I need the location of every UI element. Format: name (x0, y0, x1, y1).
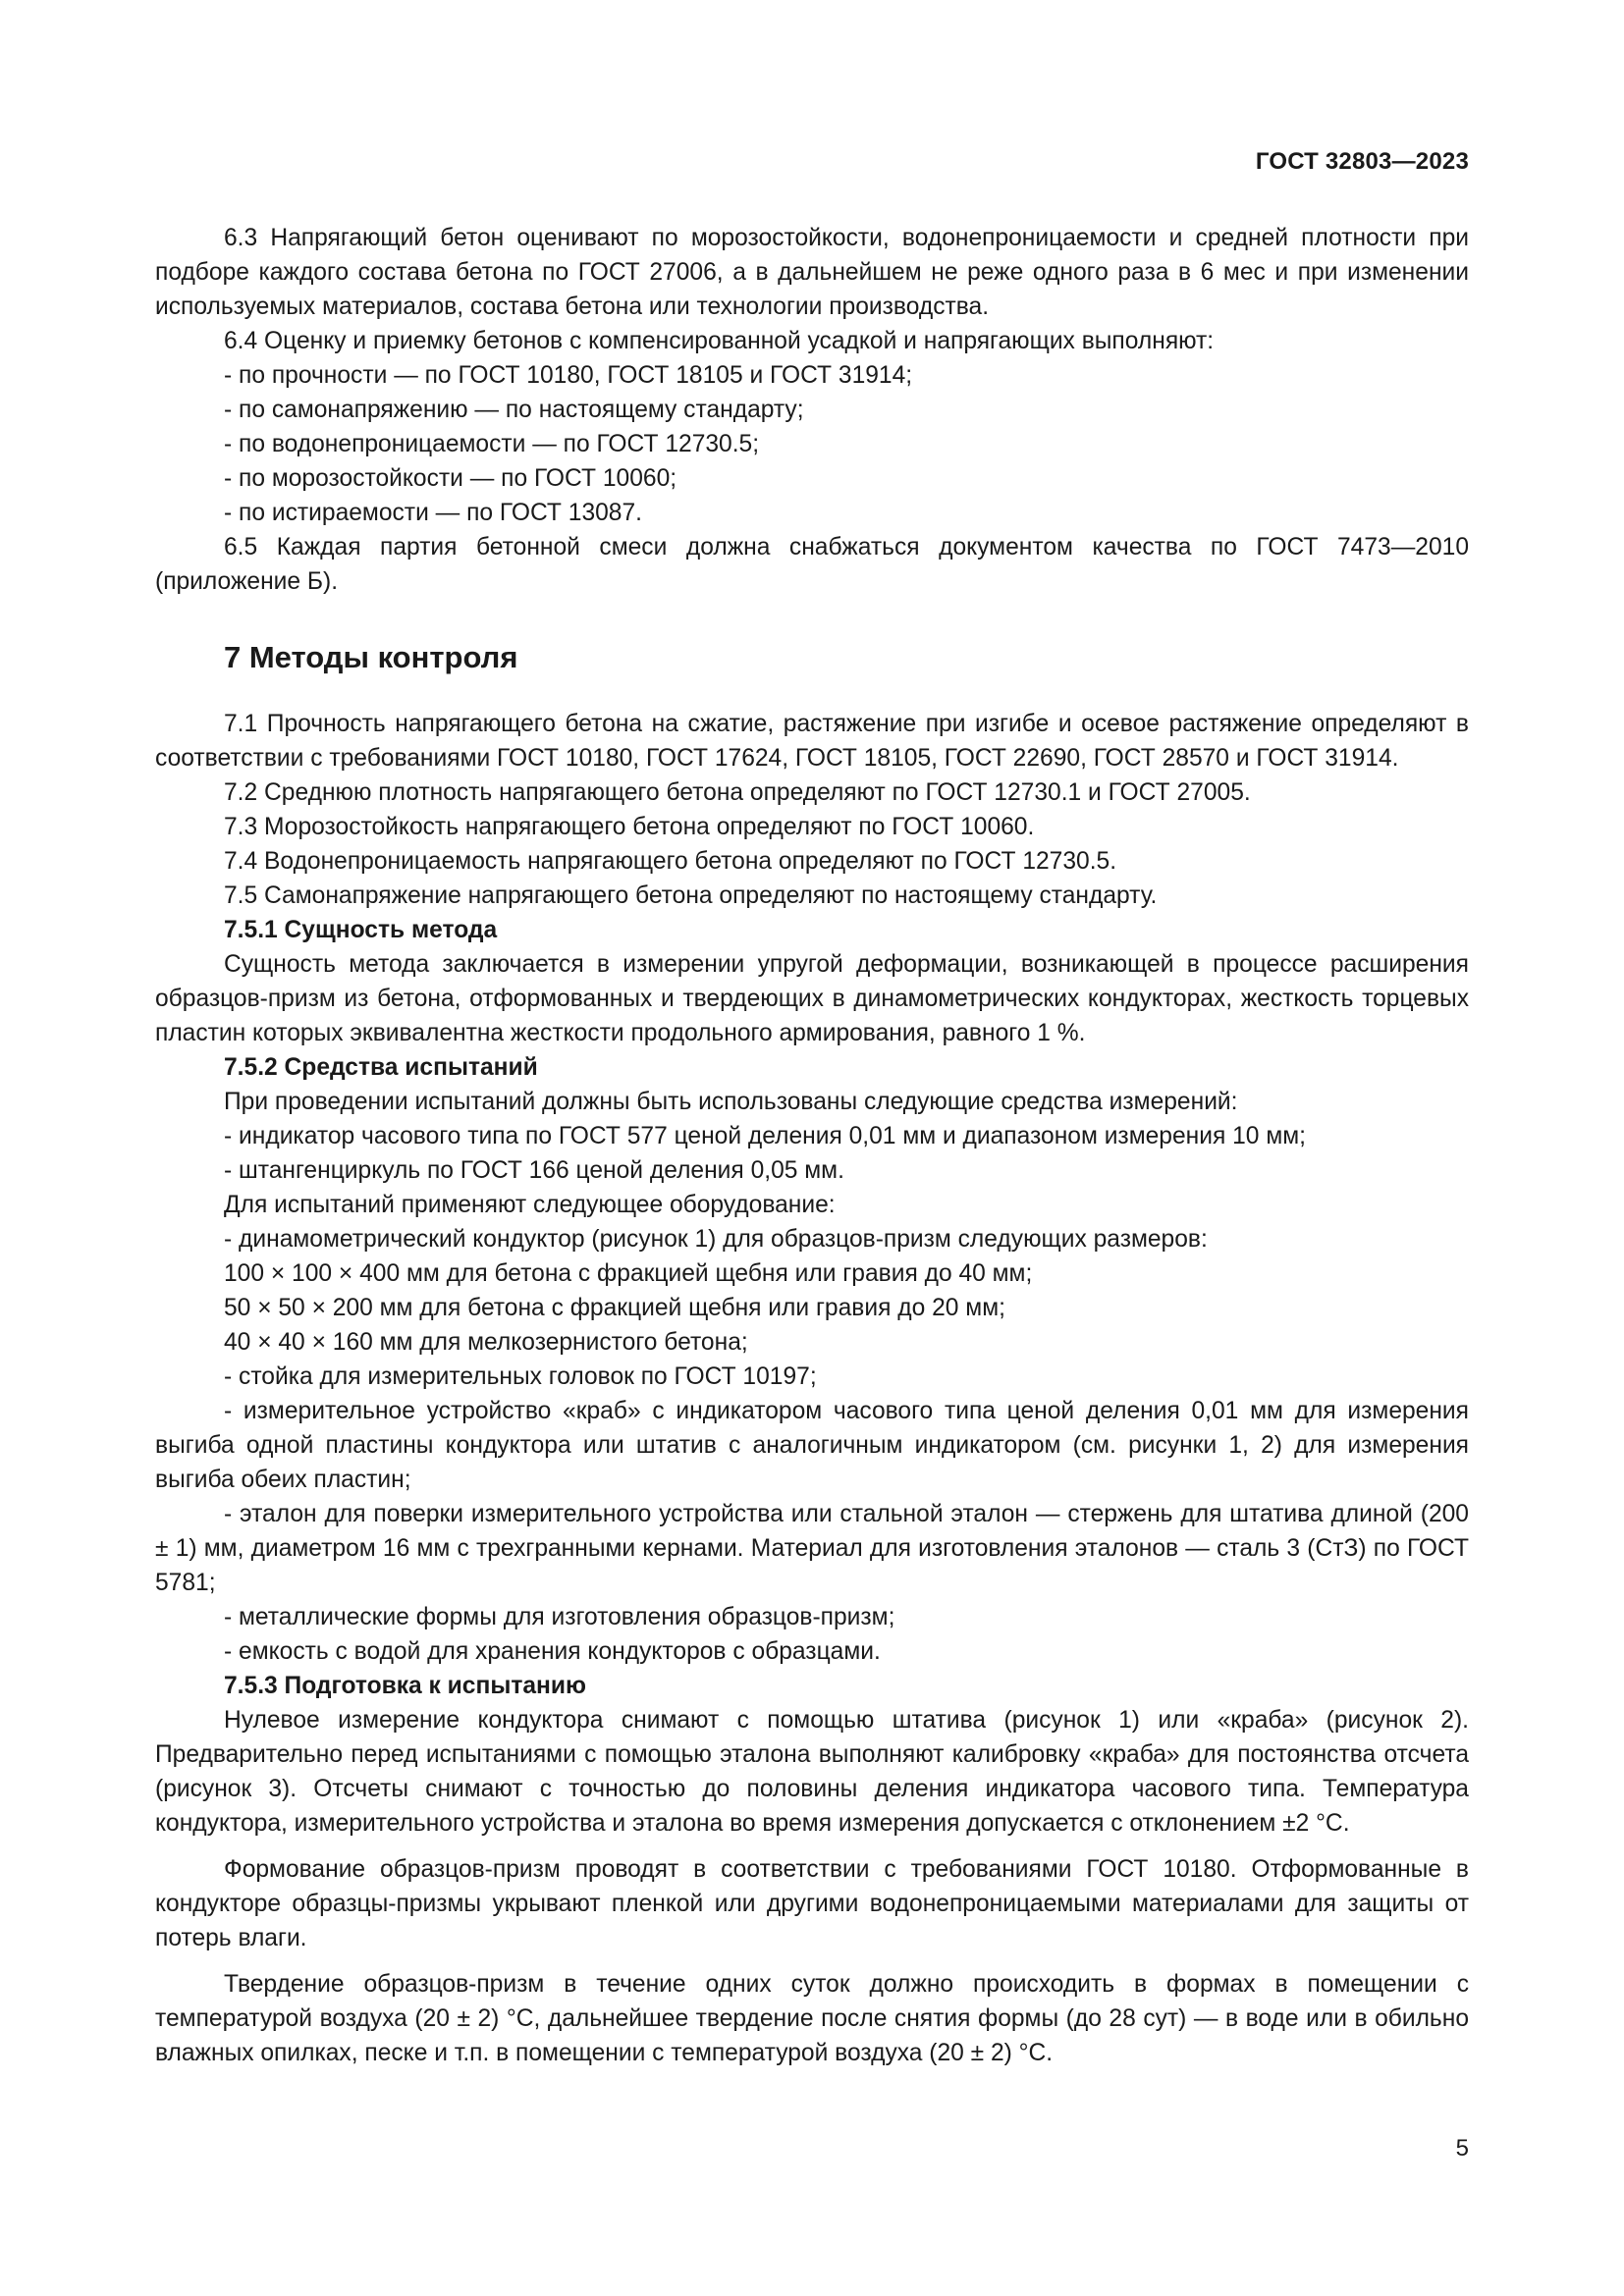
clause-7-1: 7.1 Прочность напрягающего бетона на сжатие, растяжение при изгибе и осевое растяжение определяют в соответствии с требованиями ГОСТ 10180, ГОСТ 17624, ГОСТ 18105, ГОСТ 22690, ГОСТ 28570 и ГОСТ 31914. (155, 711, 1469, 772)
list-item: - по истираемости — по ГОСТ 13087. (224, 500, 642, 526)
clause-7-3: 7.3 Морозостойкость напрягающего бетона определяют по ГОСТ 10060. (224, 814, 1035, 840)
list-item: - измерительное устройство «краб» с индикатором часового типа ценой деления 0,01 мм для измерения выгиба одной пластины кондуктора или штатив с аналогичным индикатором (см. рисунки 1, 2) для измерения выгиба обеих пластин; (155, 1398, 1469, 1493)
clause-7-5-3-para-1: Нулевое измерение кондуктора снимают с помощью штатива (рисунок 1) или «краба» (рисунок 2). Предварительно перед испытаниями с помощью эталона выполняют калибровку «краба» для постоянства отсчета (рисунок 3). Отсчеты снимают с точностью до половины деления индикатора часового типа. Температура кондуктора, измерительного устройства и эталона во время измерения допускается с отклонением ±2 °С. (155, 1707, 1469, 1837)
size-line: 100 × 100 × 400 мм для бетона с фракцией щебня или гравия до 40 мм; (224, 1260, 1033, 1287)
subsection-7-5-3-heading: 7.5.3 Подготовка к испытанию (224, 1673, 587, 1699)
clause-7-5-2-intro: При проведении испытаний должны быть использованы следующие средства измерений: (224, 1089, 1238, 1115)
list-item: - эталон для поверки измерительного устройства или стальной эталон — стержень для штатива длиной (200 ± 1) мм, диаметром 16 мм с трехгранными кернами. Материал для изготовления эталонов — сталь 3 (СтЗ) по ГОСТ 5781; (155, 1501, 1469, 1596)
clause-7-5-1-text: Сущность метода заключается в измерении упругой деформации, возникающей в процессе расширения образцов-призм из бетона, отформованных и твердеющих в динамометрических кондукторах, жесткость торцевых пластин которых эквивалентна жесткости продольного армирования, равного 1 %. (155, 951, 1469, 1046)
clause-6-5: 6.5 Каждая партия бетонной смеси должна снабжаться документом качества по ГОСТ 7473—2010 (приложение Б). (155, 534, 1469, 595)
clause-7-5: 7.5 Самонапряжение напрягающего бетона определяют по настоящему стандарту. (224, 882, 1158, 909)
subsection-7-5-2-heading: 7.5.2 Средства испытаний (224, 1054, 538, 1081)
list-item: - динамометрический кондуктор (рисунок 1) для образцов-призм следующих размеров: (224, 1226, 1208, 1253)
document-id-header: ГОСТ 32803—2023 (1255, 148, 1469, 175)
size-line: 50 × 50 × 200 мм для бетона с фракцией щебня или гравия до 20 мм; (224, 1295, 1005, 1321)
list-item: - по морозостойкости — по ГОСТ 10060; (224, 465, 677, 492)
list-item: - штангенциркуль по ГОСТ 166 ценой деления 0,05 мм. (224, 1157, 844, 1184)
list-item: - стойка для измерительных головок по ГОСТ 10197; (224, 1363, 817, 1390)
clause-7-2: 7.2 Среднюю плотность напрягающего бетона определяют по ГОСТ 12730.1 и ГОСТ 27005. (224, 779, 1251, 806)
clause-7-4: 7.4 Водонепроницаемость напрягающего бетона определяют по ГОСТ 12730.5. (224, 848, 1117, 875)
list-item: - по водонепроницаемости — по ГОСТ 12730.5; (224, 431, 760, 457)
list-item: - по прочности — по ГОСТ 10180, ГОСТ 18105 и ГОСТ 31914; (224, 362, 913, 389)
list-item: - металлические формы для изготовления образцов-призм; (224, 1604, 895, 1630)
list-item: - по самонапряжению — по настоящему стандарту; (224, 397, 804, 423)
list-item: - индикатор часового типа по ГОСТ 577 ценой деления 0,01 мм и диапазоном измерения 10 мм; (224, 1123, 1306, 1149)
page-number: 5 (1455, 2135, 1469, 2162)
section-7-heading: 7 Методы контроля (224, 640, 518, 674)
size-line: 40 × 40 × 160 мм для мелкозернистого бетона; (224, 1329, 748, 1356)
subsection-7-5-1-heading: 7.5.1 Сущность метода (224, 917, 498, 943)
clause-6-3: 6.3 Напрягающий бетон оценивают по морозостойкости, водонепроницаемости и средней плотности при подборе каждого состава бетона по ГОСТ 27006, а в дальнейшем не реже одного раза в 6 мес и при изменении используемых материалов, состава бетона или технологии производства. (155, 225, 1469, 320)
page-content (155, 221, 1469, 2070)
clause-6-4: 6.4 Оценку и приемку бетонов с компенсированной усадкой и напрягающих выполняют: (224, 328, 1215, 354)
clause-7-5-3-para-3: Твердение образцов-призм в течение одних суток должно происходить в формах в помещении с температурой воздуха (20 ± 2) °С, дальнейшее твердение после снятия формы (до 28 сут) — в воде или в обильно влажных опилках, песке и т.п. в помещении с температурой воздуха (20 ± 2) °С. (155, 1971, 1469, 2066)
equipment-intro: Для испытаний применяют следующее оборудование: (224, 1192, 836, 1218)
list-item: - емкость с водой для хранения кондукторов с образцами. (224, 1638, 881, 1665)
clause-7-5-3-para-2: Формование образцов-призм проводят в соответствии с требованиями ГОСТ 10180. Отформованные в кондукторе образцы-призмы укрывают пленкой или другими водонепроницаемыми материалами для защиты от потерь влаги. (155, 1856, 1469, 1951)
